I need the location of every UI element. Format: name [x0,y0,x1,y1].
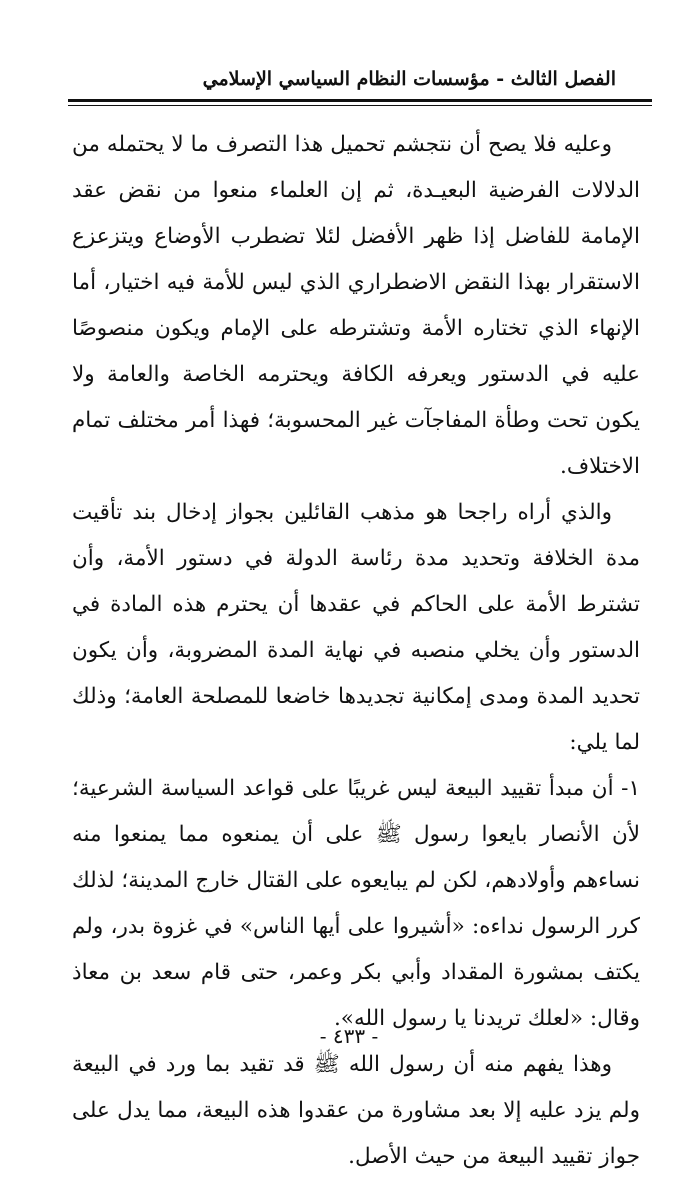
body-text [72,122,640,1180]
running-header: الفصل الثالث - مؤسسات النظام السياسي الإسلامي [202,68,616,90]
header-rule-thick [68,99,652,102]
paragraph-4: وهذا يفهم منه أن رسول الله ﷺ قد تقيد بما ورد في البيعة ولم يزد عليه إلا بعد مشاورة من عقدوا هذه البيعة، مما يدل على جواز تقييد البيعة من حيث الأصل. [72,1052,640,1169]
header-rule-thin [68,105,652,106]
paragraph-3-list-item-1: ١- أن مبدأ تقييد البيعة ليس غريبًا على قواعد السياسة الشرعية؛ لأن الأنصار بايعوا رسول ﷺ على أن يمنعوه مما يمنعوا منه نساءهم وأولادهم، لكن لم يبايعوه على القتال خارج المدينة؛ لذلك كرر الرسول نداءه: «أشيروا على أيها الناس» في غزوة بدر، ولم يكتف بمشورة المقداد وأبي بكر وعمر، حتى قام سعد بن معاذ وقال: «لعلك تريدنا يا رسول الله». [72,776,640,1031]
paragraph-2: والذي أراه راجحا هو مذهب القائلين بجواز إدخال بند تأقيت مدة الخلافة وتحديد مدة رئاسة الدولة في دستور الأمة، وأن تشترط الأمة على الحاكم في عقدها أن يحترم هذه المادة في الدستور وأن يخلي منصبه في نهاية المدة المضروبة، وأن يكون تحديد المدة ومدى إمكانية تجديدها خاضعا للمصلحة العامة؛ وذلك لما يلي: [72,500,640,755]
page-number: - ٤٣٣ - [319,1024,379,1048]
paragraph-1: وعليه فلا يصح أن نتجشم تحميل هذا التصرف ما لا يحتمله من الدلالات الفرضية البعيـدة، ثم إن العلماء منعوا من نقض عقد الإمامة للفاضل إذا ظهر الأفضل لئلا تضطرب الأوضاع ويتزعزع الاستقرار بهذا النقض الاضطراري الذي ليس للأمة فيه اختيار، أما الإنهاء الذي تختاره الأمة وتشترطه على الإمام ويكون منصوصًا عليه في الدستور ويعرفه الكافة ويحترمه الخاصة والعامة ولا يكون تحت وطأة المفاجآت غير المحسوبة؛ فهذا أمر مختلف تمام الاختلاف. [72,132,640,479]
